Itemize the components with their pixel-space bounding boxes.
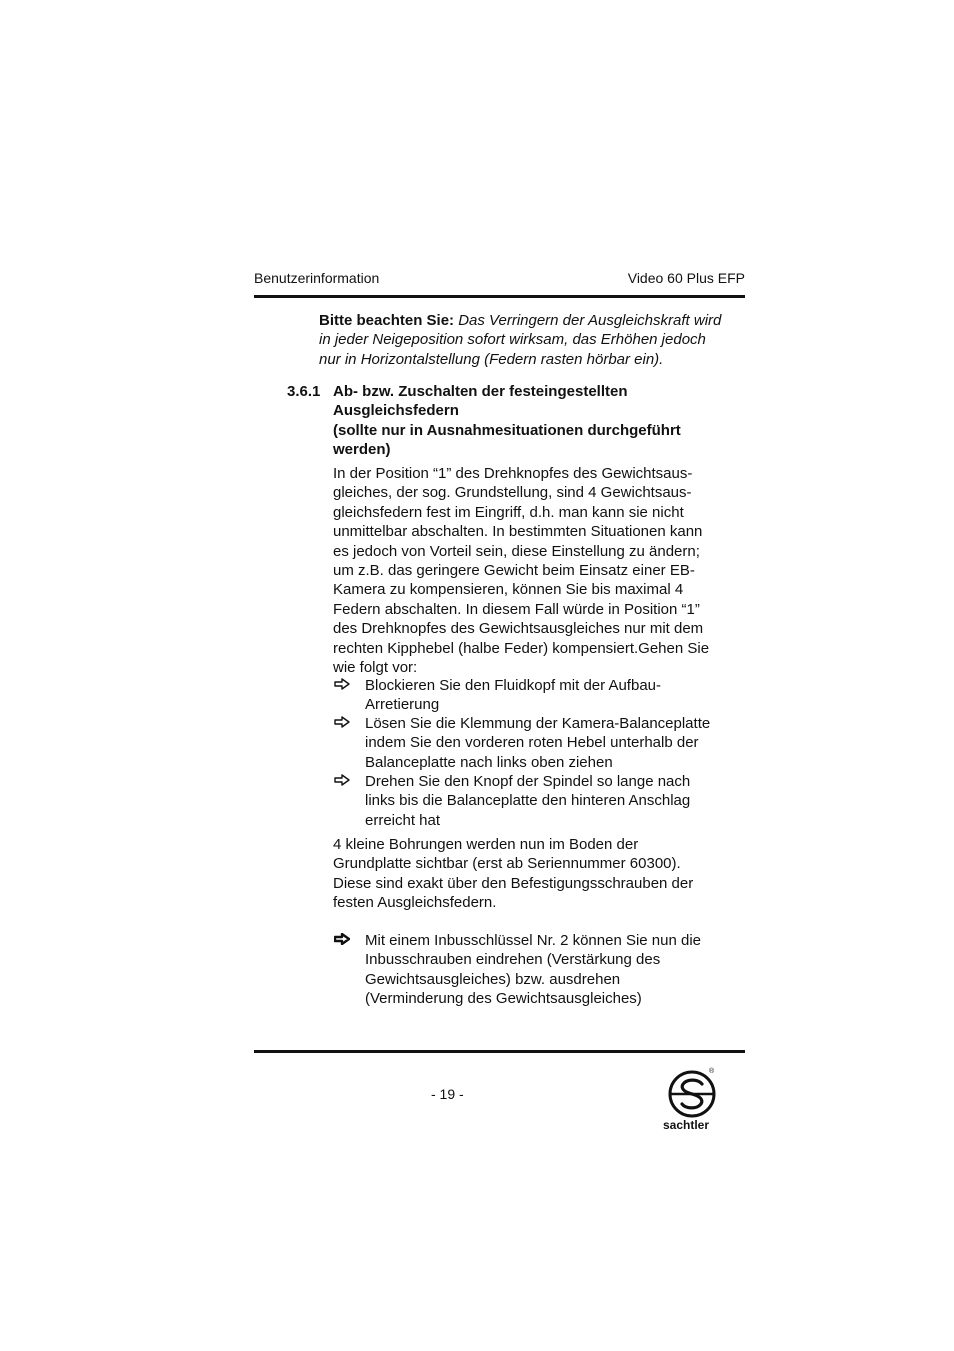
paragraph-line: unmittelbar abschalten. In bestimmten Situationen kann — [333, 523, 703, 541]
footer-rule — [254, 1050, 745, 1053]
step-line: Balanceplatte nach links oben ziehen — [365, 753, 613, 771]
paragraph-line: 4 kleine Bohrungen werden nun im Boden der — [333, 836, 639, 853]
step-line: Mit einem Inbusschlüssel Nr. 2 können Sie nun die — [365, 932, 702, 949]
step-line: Inbusschrauben eindrehen (Verstärkung des — [365, 951, 661, 969]
paragraph-line: um z.B. das geringere Gewicht beim Einsatz einer EB- — [333, 562, 695, 580]
registered-mark: ® — [709, 1068, 715, 1075]
final-step — [365, 931, 755, 1009]
note-line-3 — [319, 350, 749, 369]
paragraph-line: gleiches, der sog. Grundstellung, sind 4 Gewichtsaus- — [333, 484, 692, 502]
sachtler-logo-mark-icon — [662, 1068, 722, 1118]
hollow-right-arrow-icon — [334, 774, 350, 786]
step-line: Lösen Sie die Klemmung der Kamera-Balanceplatte — [365, 715, 711, 732]
header-right: Video 60 Plus EFP — [627, 270, 745, 286]
paragraph-line: In der Position “1” des Drehknopfes des Gewichtsaus- — [333, 465, 693, 482]
bold-right-arrow-icon — [334, 933, 350, 945]
note-line-1 — [319, 311, 749, 330]
paragraph-1 — [333, 464, 753, 677]
step-line: indem Sie den vorderen roten Hebel unterhalb der — [365, 734, 699, 752]
step-3 — [365, 772, 755, 830]
step-1 — [365, 676, 755, 715]
paragraph-line: Kamera zu kompensieren, können Sie bis maximal 4 — [333, 581, 684, 599]
note-line-2 — [319, 330, 749, 349]
header-left: Benutzerinformation — [254, 270, 380, 286]
paragraph-line: rechten Kipphebel (halbe Feder) kompensiert.Gehen Sie — [333, 639, 710, 657]
section-title-line: werden) — [333, 441, 391, 459]
paragraph-line: Grundplatte sichtbar (erst ab Seriennummer 60300). — [333, 855, 681, 873]
step-line: Gewichtsausgleiches) bzw. ausdrehen — [365, 970, 621, 988]
hollow-right-arrow-icon — [334, 678, 350, 690]
paragraph-line: festen Ausgleichsfedern. — [333, 894, 497, 912]
section-title-line: Ab- bzw. Zuschalten der festeingestellten — [333, 383, 628, 400]
step-line: Blockieren Sie den Fluidkopf mit der Aufbau- — [365, 677, 661, 694]
section-title — [333, 382, 743, 460]
note-label: Bitte beachten Sie: — [319, 312, 455, 329]
hollow-right-arrow-icon — [334, 716, 350, 728]
step-line: (Verminderung des Gewichtsausgleiches) — [365, 990, 642, 1008]
paragraph-line: es jedoch von Vorteil sein, diese Einstellung zu ändern; — [333, 542, 700, 560]
section-number: 3.6.1 — [287, 383, 321, 400]
note-text-1: Das Verringern der Ausgleichskraft wird — [454, 312, 722, 329]
paragraph-2 — [333, 835, 753, 913]
page-number: - 19 - — [431, 1086, 464, 1102]
paragraph-line: gleichsfedern fest im Eingriff, d.h. man kann sie nicht — [333, 503, 684, 521]
header-rule — [254, 295, 745, 298]
paragraph-line: wie folgt vor: — [333, 659, 418, 677]
note-text-3: nur in Horizontalstellung (Federn rasten hörbar ein). — [319, 350, 664, 368]
step-line: links bis die Balanceplatte den hinteren Anschlag — [365, 792, 691, 810]
paragraph-line: des Drehknopfes des Gewichtsausgleiches nur mit dem — [333, 620, 704, 638]
step-line: Arretierung — [365, 696, 440, 714]
note-block — [319, 311, 749, 369]
sachtler-logo — [662, 1068, 722, 1134]
step-line: Drehen Sie den Knopf der Spindel so lange nach — [365, 773, 691, 790]
paragraph-line: Diese sind exakt über den Befestigungsschrauben der — [333, 874, 694, 892]
step-line: erreicht hat — [365, 811, 441, 829]
paragraph-line: Federn abschalten. In diesem Fall würde in Position “1” — [333, 600, 700, 618]
logo-text: sachtler — [663, 1118, 710, 1132]
note-text-2: in jeder Neigeposition sofort wirksam, das Erhöhen jedoch — [319, 331, 706, 349]
section-title-line: (sollte nur in Ausnahmesituationen durchgeführt — [333, 421, 681, 439]
section-title-line: Ausgleichsfedern — [333, 402, 459, 420]
step-2 — [365, 714, 755, 772]
